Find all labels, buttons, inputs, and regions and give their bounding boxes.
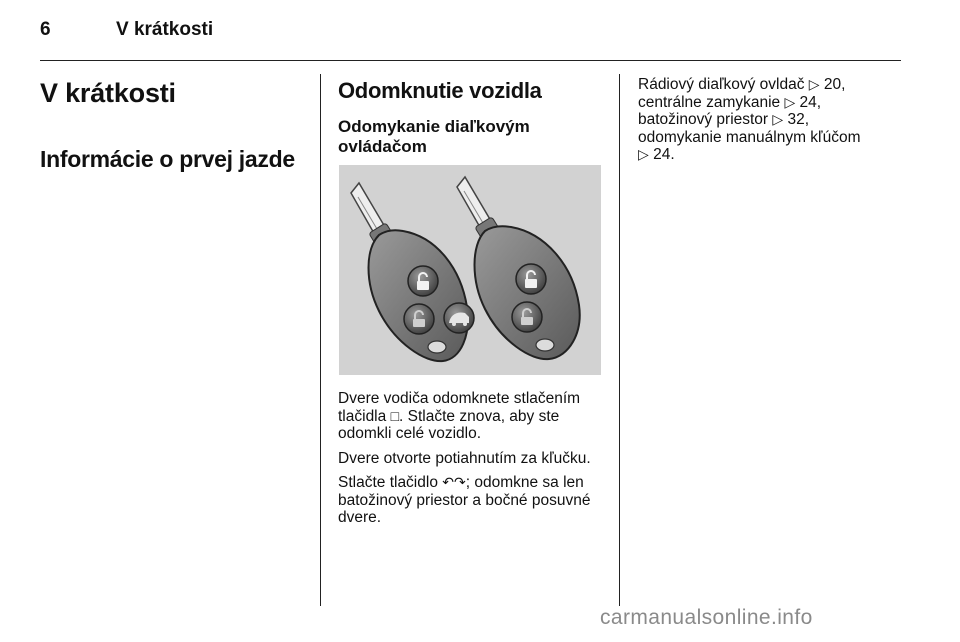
paragraph-open-door: Dvere otvorte potiahnutím za kľučku. (338, 450, 591, 467)
page-number: 6 (40, 19, 51, 40)
key-fob-right (457, 177, 580, 359)
chapter-title: V krátkosti (40, 78, 176, 108)
p3-text-a: Stlačte tlačidlo (338, 474, 443, 491)
unlock-symbol-icon: □ (390, 407, 400, 424)
page-ref-arrow-icon: ▷ (808, 76, 820, 92)
key-fob-left (351, 183, 474, 361)
middle-heading: Odomknutie vozidla (338, 78, 542, 103)
page-ref-arrow-icon: ▷ (772, 111, 784, 127)
middle-subheading: Odomykanie diaľkovým ovládačom (338, 117, 530, 156)
column-divider-1 (320, 74, 321, 606)
lock-icon-2 (404, 304, 434, 334)
p3-text-b: ; odomkne sa len batožinový priestor a bočné posuvné dvere. (338, 474, 591, 526)
column-divider-2 (619, 74, 620, 606)
lock-icon (408, 266, 438, 296)
car-rear-icon (444, 303, 474, 333)
cross-references (638, 76, 898, 164)
ref-manual-key: odomykanie manuálnym kľúčom (638, 128, 861, 146)
paragraph-unlock-driver (338, 390, 608, 443)
p1-text-a: Dvere vodiča odomknete stlačením tlačidla (338, 390, 581, 425)
ref-manual-key-page: ▷ 24. (638, 146, 675, 163)
key-fob-svg (339, 165, 601, 375)
section-heading: Informácie o prvej jazde (40, 146, 295, 172)
ref-central-locking: centrálne zamykanie ▷ 24, (638, 93, 822, 111)
watermark: carmanualsonline.info (600, 606, 813, 629)
ref-remote-control: Rádiový diaľkový ovldač ▷ 20, (638, 76, 846, 93)
key-fob-illustration (339, 165, 601, 375)
car-boot-symbol-icon: ↶↷ (442, 474, 466, 490)
page-ref-arrow-icon: ▷ (638, 146, 649, 162)
lock-icon-3 (516, 264, 546, 294)
p1-text-b: . Stlačte znova, aby ste odomkli celé vozidlo. (338, 407, 560, 442)
ref-luggage-compartment: batožinový priestor ▷ 32, (638, 111, 810, 128)
lock-icon-4 (512, 302, 542, 332)
paragraph-boot-unlock (338, 474, 613, 527)
running-header: V krátkosti (116, 19, 214, 40)
header-rule (40, 60, 901, 61)
page-ref-arrow-icon: ▷ (784, 93, 796, 110)
